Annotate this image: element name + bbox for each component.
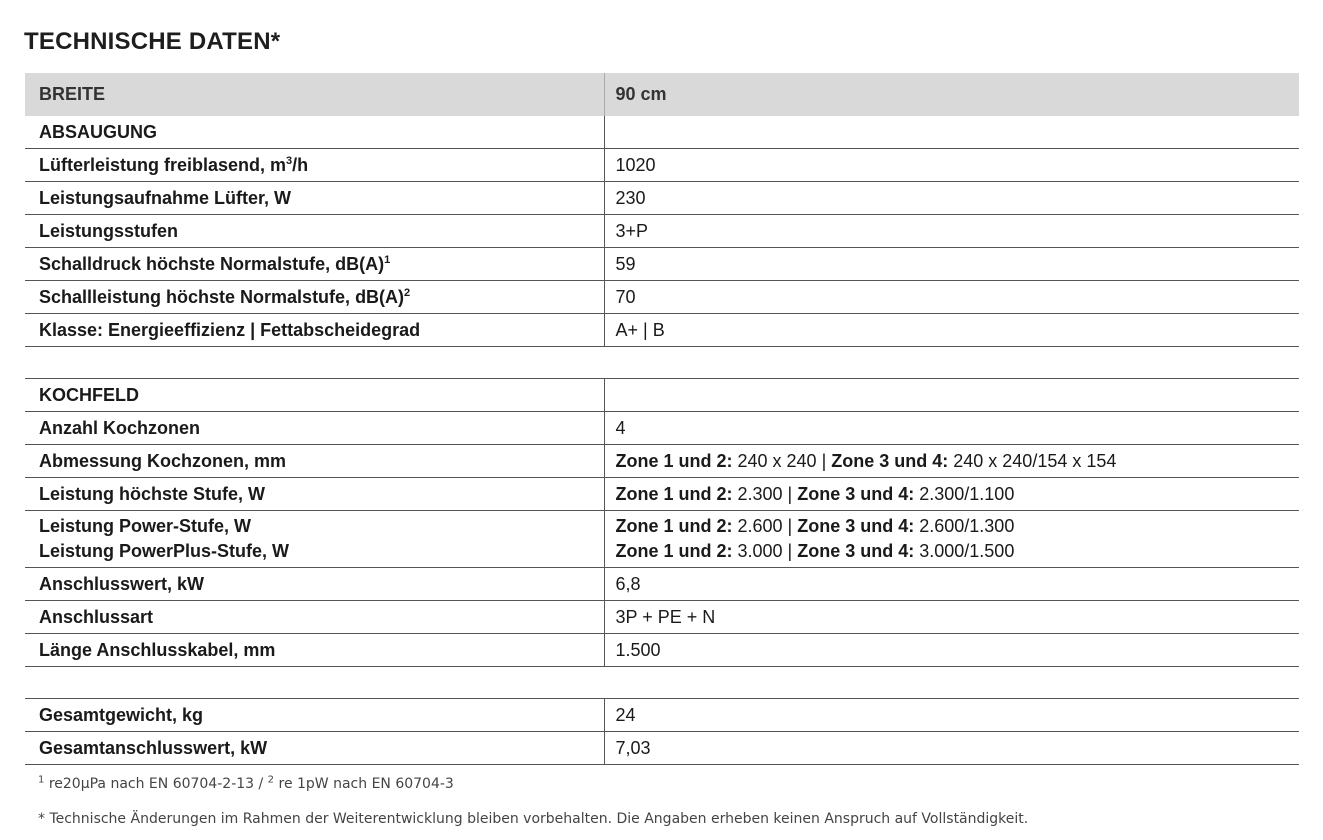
row-label: Leistung höchste Stufe, W [25,478,604,511]
table-row [25,634,1299,667]
row-value: 24 [604,699,1299,732]
section-absaugung-heading: ABSAUGUNG [25,116,604,149]
row-value: 3+P [604,215,1299,248]
footnote-ref: 1 [384,253,391,266]
row-label: Anzahl Kochzonen [25,412,604,445]
section-heading-row [25,116,1299,149]
row-label: Lüfterleistung freiblasend, $m^3/h$ [25,149,604,182]
table-row [25,568,1299,601]
row-label: Leistungsstufen [25,215,604,248]
empty-cell [604,116,1299,149]
table-row [25,248,1299,281]
table-row [25,182,1299,215]
table-header-row [25,73,1299,116]
table-row [25,478,1299,511]
row-value: 6,8 [604,568,1299,601]
row-value: 1020 [604,149,1299,182]
table-row [25,699,1299,732]
row-label: Gesamtanschlusswert, kW [25,732,604,765]
table-row [25,281,1299,314]
table-row [25,215,1299,248]
row-label: Klasse: Energieeffizienz | Fettabscheidegrad [25,314,604,347]
spacer-row [25,667,1299,699]
row-value: 7,03 [604,732,1299,765]
table-row [25,412,1299,445]
table-row [25,511,1299,568]
spec-table [25,73,1299,765]
row-label: Leistungsaufnahme Lüfter, W [25,182,604,215]
row-value: 70 [604,281,1299,314]
footnote-ref: 2 [404,286,411,299]
row-label: Abmessung Kochzonen, mm [25,445,604,478]
row-value: Zone 1 und 2: 2.300 | Zone 3 und 4: 2.300/1.100 [604,478,1299,511]
table-row [25,149,1299,182]
row-value: 4 [604,412,1299,445]
row-value: Zone 1 und 2: 240 x 240 | Zone 3 und 4: 240 x 240/154 x 154 [604,445,1299,478]
row-value: 1.500 [604,634,1299,667]
footnote-disclaimer: * Technische Änderungen im Rahmen der Weiterentwicklung bleiben vorbehalten. Die Angaben erheben keinen Anspruch auf Vollständigkeit. [38,811,1029,827]
section-heading-row [25,379,1299,412]
table-row [25,601,1299,634]
row-label: Schallleistung höchste Normalstufe, $dB(A)^2$ [25,281,604,314]
empty-cell [604,379,1299,412]
footnote-measurement: $^1$ re20µPa nach EN 60704-2-13 / $^2$ re 1pW nach EN 60704-3 [38,774,454,792]
row-label: Gesamtgewicht, kg [25,699,604,732]
section-kochfeld-heading: KOCHFELD [25,379,604,412]
row-label: Länge Anschlusskabel, mm [25,634,604,667]
row-value: A+ | B [604,314,1299,347]
row-value: 3P + PE + N [604,601,1299,634]
page-title: TECHNISCHE DATEN* [24,28,281,55]
table-row [25,445,1299,478]
row-value: 59 [604,248,1299,281]
spacer-row [25,347,1299,379]
row-label: Anschlusswert, kW [25,568,604,601]
table-row [25,314,1299,347]
table-row [25,732,1299,765]
width-value: 90 cm [604,73,1299,116]
row-value: Zone 1 und 2: 2.600 | Zone 3 und 4: 2.600/1.300 Zone 1 und 2: 3.000 | Zone 3 und 4: 3.000/1.500 [604,511,1299,568]
row-value: 230 [604,182,1299,215]
row-label: Anschlussart [25,601,604,634]
row-label: Leistung Power-Stufe, W Leistung PowerPlus-Stufe, W [25,511,604,568]
superscript: 3 [286,154,293,167]
width-label: BREITE [25,73,604,116]
row-label: Schalldruck höchste Normalstufe, $dB(A)^1$ [25,248,604,281]
